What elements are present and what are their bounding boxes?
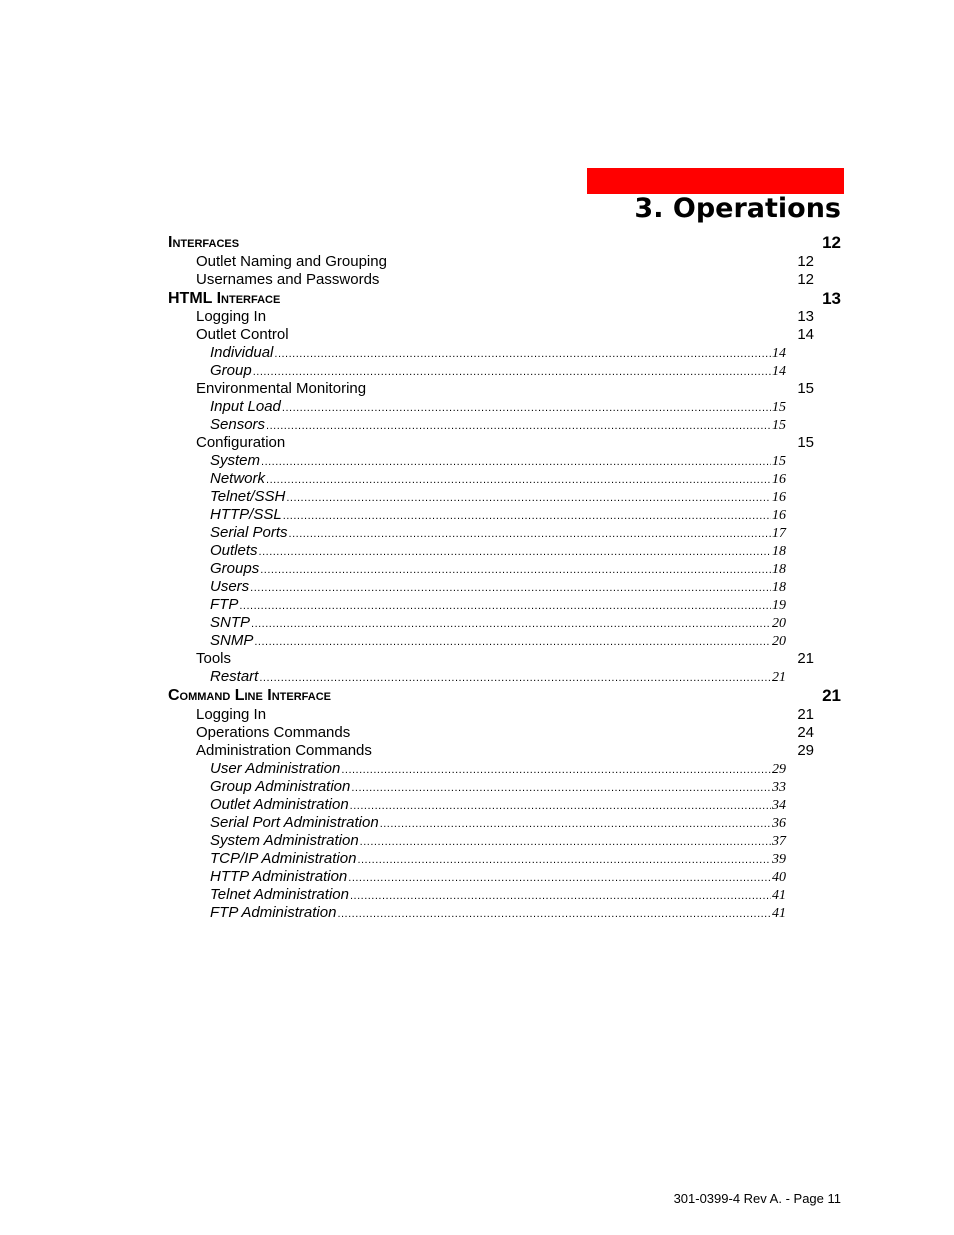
toc-entry-title: Restart — [210, 668, 259, 685]
dot-leader — [360, 833, 771, 851]
toc-entry-title: Users — [210, 578, 250, 595]
toc-entry-title: Sensors — [210, 416, 266, 433]
toc-page-number: 20 — [772, 616, 786, 631]
page-footer: 301-0399-4 Rev A. - Page 11 — [673, 1191, 841, 1206]
dot-leader — [282, 399, 771, 417]
toc-subentry[interactable] — [210, 524, 786, 542]
toc-entry-title: Outlets — [210, 542, 258, 559]
toc-entry-title: Usernames and Passwords — [196, 271, 380, 288]
toc-subentry[interactable] — [210, 850, 786, 868]
toc-entry-title: Serial Port Administration — [210, 814, 379, 831]
toc-page-number: 24 — [797, 724, 814, 741]
dot-leader — [260, 561, 771, 579]
dot-leader — [283, 507, 771, 525]
toc-entry-title: SNMP — [210, 632, 254, 649]
toc-page-number: 40 — [772, 870, 786, 885]
toc-entry-title: Operations Commands — [196, 724, 351, 741]
toc-page-number: 21 — [772, 670, 786, 685]
toc-subentry[interactable] — [210, 814, 786, 832]
toc-entry[interactable] — [196, 380, 814, 398]
toc-subentry[interactable] — [210, 452, 786, 470]
toc-entry-title: Telnet/SSH — [210, 488, 286, 505]
toc-page-number: 29 — [797, 742, 814, 759]
toc-entry[interactable] — [196, 650, 814, 668]
toc-page-number: 12 — [822, 233, 841, 252]
toc-entry-title: Input Load — [210, 398, 281, 415]
toc-page-number: 20 — [772, 634, 786, 649]
toc-page-number: 19 — [772, 598, 786, 613]
toc-page-number: 37 — [772, 834, 786, 849]
toc-page-number: 41 — [772, 906, 786, 921]
toc-entry-title: System Administration — [210, 832, 359, 849]
toc-subentry[interactable] — [210, 542, 786, 560]
dot-leader — [337, 905, 771, 923]
toc-subentry[interactable] — [210, 578, 786, 596]
toc-entry[interactable] — [196, 308, 814, 326]
toc-page-number: 12 — [797, 253, 814, 270]
toc-subentry[interactable] — [210, 886, 786, 904]
dot-leader — [348, 869, 771, 887]
toc-entry-title: Outlet Administration — [210, 796, 349, 813]
toc-page-number: 39 — [772, 852, 786, 867]
toc-entry-title: Outlet Control — [196, 326, 289, 343]
toc-page-number: 13 — [797, 308, 814, 325]
toc-page-number: 34 — [772, 798, 786, 813]
toc-subentry[interactable] — [210, 632, 786, 650]
toc-section-heading[interactable] — [168, 686, 841, 706]
toc-entry[interactable] — [196, 706, 814, 724]
toc-subentry[interactable] — [210, 416, 786, 434]
toc-subentry[interactable] — [210, 904, 786, 922]
toc-page-number: 21 — [797, 706, 814, 723]
dot-leader — [251, 615, 771, 633]
toc-page-number: 13 — [822, 289, 841, 308]
dot-leader — [239, 597, 771, 615]
toc-entry[interactable] — [196, 434, 814, 452]
toc-entry-title: User Administration — [210, 760, 341, 777]
toc-entry-title: Serial Ports — [210, 524, 288, 541]
toc-subentry[interactable] — [210, 668, 786, 686]
toc-entry-title: TCP/IP Administration — [210, 850, 357, 867]
toc-entry[interactable] — [196, 326, 814, 344]
toc-entry-title: Groups — [210, 560, 260, 577]
toc-subentry[interactable] — [210, 614, 786, 632]
toc-page-number: 21 — [797, 650, 814, 667]
dot-leader — [266, 417, 771, 435]
toc-entry-title: Interfaces — [168, 234, 240, 251]
toc-entry-title: Group — [210, 362, 252, 379]
toc-subentry[interactable] — [210, 832, 786, 850]
dot-leader — [274, 345, 771, 363]
toc-page-number: 12 — [797, 271, 814, 288]
dot-leader — [351, 779, 771, 797]
toc-section-heading[interactable] — [168, 233, 841, 253]
toc-page-number: 14 — [772, 346, 786, 361]
toc-entry-title: SNTP — [210, 614, 251, 631]
toc-entry-title: System — [210, 452, 261, 469]
dot-leader — [357, 851, 771, 869]
dot-leader — [266, 471, 771, 489]
toc-page-number: 17 — [772, 526, 786, 541]
dot-leader — [350, 887, 771, 905]
toc-subentry[interactable] — [210, 398, 786, 416]
toc-page-number: 14 — [797, 326, 814, 343]
toc-subentry[interactable] — [210, 362, 786, 380]
toc-page-number: 15 — [797, 380, 814, 397]
toc-entry-title: Logging In — [196, 706, 267, 723]
toc-page-number: 41 — [772, 888, 786, 903]
toc-entry-title: Administration Commands — [196, 742, 372, 759]
toc-subentry[interactable] — [210, 344, 786, 362]
toc-entry-title: HTTP/SSL — [210, 506, 282, 523]
dot-leader — [259, 543, 771, 561]
dot-leader — [250, 579, 771, 597]
toc-page-number: 36 — [772, 816, 786, 831]
toc-subentry[interactable] — [210, 488, 786, 506]
toc-entry-title: FTP Administration — [210, 904, 337, 921]
toc-entry[interactable] — [196, 724, 814, 742]
toc-subentry[interactable] — [210, 778, 786, 796]
dot-leader — [380, 815, 771, 833]
toc-entry-title: Command Line Interface — [168, 687, 331, 704]
chapter-title: 3. Operations — [634, 193, 841, 224]
dot-leader — [341, 761, 771, 779]
toc-page-number: 16 — [772, 490, 786, 505]
toc-entry-title: FTP — [210, 596, 239, 613]
dot-leader — [254, 633, 771, 651]
toc-page-number: 15 — [772, 454, 786, 469]
dot-leader — [289, 525, 771, 543]
toc-page-number: 18 — [772, 580, 786, 595]
toc-entry[interactable] — [196, 253, 814, 271]
toc-subentry[interactable] — [210, 760, 786, 778]
toc-entry-title: Network — [210, 470, 266, 487]
toc-entry-title: Group Administration — [210, 778, 351, 795]
toc-entry-title: HTML Interface — [168, 290, 281, 307]
toc-entry[interactable] — [196, 742, 814, 760]
toc-section-heading[interactable] — [168, 289, 841, 309]
toc-page-number: 16 — [772, 472, 786, 487]
toc-entry-title: Logging In — [196, 308, 267, 325]
dot-leader — [261, 453, 771, 471]
toc-entry-title: Outlet Naming and Grouping — [196, 253, 387, 270]
toc-page-number: 14 — [772, 364, 786, 379]
toc-subentry[interactable] — [210, 470, 786, 488]
toc-entry-title: Individual — [210, 344, 274, 361]
toc-subentry[interactable] — [210, 868, 786, 886]
toc-page-number: 33 — [772, 780, 786, 795]
toc-page-number: 21 — [822, 686, 841, 705]
toc-entry-title: HTTP Administration — [210, 868, 348, 885]
toc-entry[interactable] — [196, 271, 814, 289]
dot-leader — [286, 489, 771, 507]
toc-subentry[interactable] — [210, 560, 786, 578]
toc-page-number: 15 — [772, 418, 786, 433]
toc-entry-title: Environmental Monitoring — [196, 380, 367, 397]
toc-entry-title: Tools — [196, 650, 232, 667]
toc-page-number: 29 — [772, 762, 786, 777]
dot-leader — [259, 669, 771, 687]
toc-page-number: 15 — [772, 400, 786, 415]
toc-subentry[interactable] — [210, 506, 786, 524]
toc-page-number: 18 — [772, 544, 786, 559]
dot-leader — [253, 363, 771, 381]
toc-subentry[interactable] — [210, 596, 786, 614]
toc-page-number: 15 — [797, 434, 814, 451]
toc-subentry[interactable] — [210, 796, 786, 814]
toc-entry-title: Configuration — [196, 434, 286, 451]
dot-leader — [350, 797, 771, 815]
toc-page-number: 18 — [772, 562, 786, 577]
toc-entry-title: Telnet Administration — [210, 886, 349, 903]
toc-page-number: 16 — [772, 508, 786, 523]
